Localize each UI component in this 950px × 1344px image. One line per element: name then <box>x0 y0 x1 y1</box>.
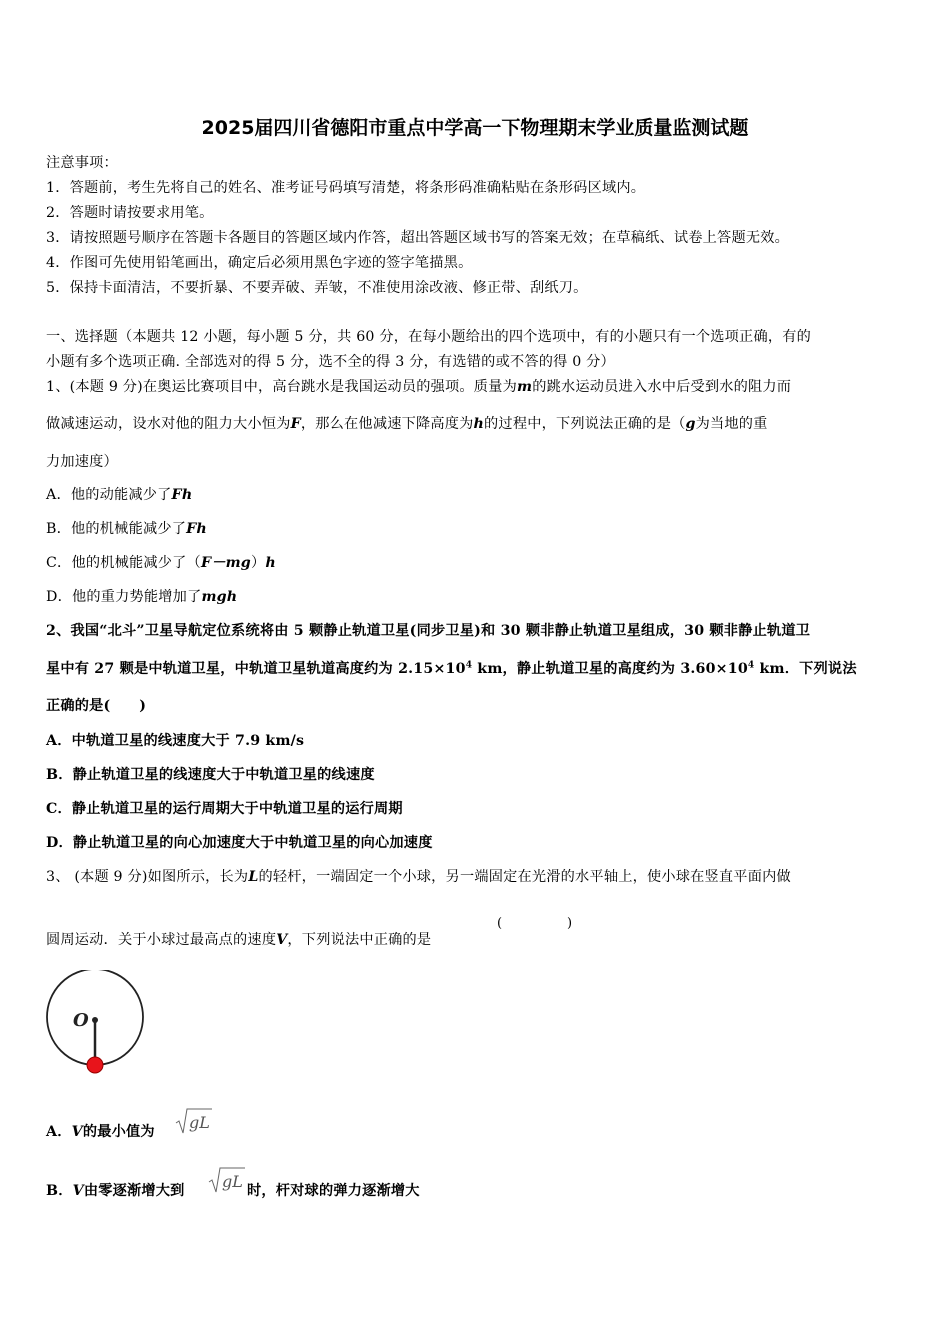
q1-option-c-text: C．他的机械能减少了（ <box>46 555 201 571</box>
notice-item: 5．保持卡面清洁，不要折暴、不要弄破、弄皱，不准使用涂改液、修正带、刮纸刀。 <box>46 280 588 296</box>
q1-var-h: h <box>473 416 485 432</box>
q1-option-c-h: h <box>265 555 276 571</box>
q2-option-a: A．中轨道卫星的线速度大于 7.9 km/s <box>46 733 305 749</box>
q3-line1 <box>46 866 791 886</box>
q3-text: 的轻杆，一端固定一个小球，另一端固定在光滑的水平轴上，使小球在竖直平面内做 <box>258 869 791 885</box>
q1-text: 的过程中，下列说法正确的是（ <box>484 416 686 432</box>
q3-text: 3、 (本题 9 分)如图所示，长为 <box>46 869 249 885</box>
q3-var-L: L <box>248 869 259 885</box>
ball <box>87 1057 103 1073</box>
q3-text: 圆周运动．关于小球过最高点的速度 <box>46 932 277 948</box>
q2-exponent: 4 <box>747 660 755 671</box>
q2-option-b: B．静止轨道卫星的线速度大于中轨道卫星的线速度 <box>46 767 375 783</box>
q1-option-c <box>46 552 276 572</box>
q1-option-d-value: mgh <box>201 589 238 605</box>
sqrt-argument: gL <box>189 1113 210 1132</box>
section-header-line1: 一、选择题（本题共 12 小题，每小题 5 分，共 60 分，在每小题给出的四个选项中，有的小题只有一个选项正确，有的 <box>46 329 811 345</box>
q2-text: km．下列说法 <box>754 661 857 677</box>
notice-item: 4．作图可先使用铅笔画出，确定后必须用黑色字迹的签字笔描黑。 <box>46 255 473 271</box>
q1-option-d-text: D．他的重力势能增加了 <box>46 589 202 605</box>
page-title: 2025届四川省德阳市重点中学高一下物理期末学业质量监测试题 <box>201 117 749 139</box>
sqrt-argument: gL <box>222 1172 243 1191</box>
q2-option-c: C．静止轨道卫星的运行周期大于中轨道卫星的运行周期 <box>46 801 403 817</box>
q1-text: 1、(本题 9 分)在奥运比赛项目中，高台跳水是我国运动员的强项。质量为 <box>46 379 517 395</box>
q3-figure-circle-rod <box>42 970 148 1078</box>
notice-item: 1．答题前，考生先将自己的姓名、准考证号码填写清楚，将条形码准确粘贴在条形码区域内。 <box>46 180 646 196</box>
q1-option-c-value: F－mg <box>200 555 251 571</box>
q1-line3: 力加速度） <box>46 454 118 470</box>
q1-text: ，那么在他减速下降高度为 <box>300 416 474 432</box>
q2-text: km，静止轨道卫星的高度约为 3.60×10 <box>472 661 748 677</box>
q1-var-g: g <box>685 416 696 432</box>
q3-option-b <box>46 1180 185 1200</box>
q3-answer-paren-close: ) <box>567 916 573 931</box>
pivot-point <box>92 1017 98 1023</box>
q2-line1: 2、我国“北斗”卫星导航定位系统将由 5 颗静止轨道卫星(同步卫星)和 30 颗非静止轨道卫星组成，30 颗非静止轨道卫 <box>46 623 811 639</box>
q1-option-b-value: Fh <box>186 521 207 537</box>
q3-option-a-sqrt <box>174 1106 214 1136</box>
q3-answer-paren-open: ( <box>497 916 503 931</box>
q3-var-V: V <box>276 932 288 948</box>
q3-option-a <box>46 1121 155 1141</box>
q3-text: ，下列说法中正确的是 <box>287 932 432 948</box>
q1-text: 的跳水运动员进入水中后受到水的阻力而 <box>532 379 792 395</box>
pivot-label: O <box>73 1010 89 1031</box>
section-header-line2: 小题有多个选项正确. 全部选对的得 5 分，选不全的得 3 分，有选错的或不答的得 0 分） <box>46 354 615 370</box>
q2-option-d: D．静止轨道卫星的向心加速度大于中轨道卫星的向心加速度 <box>46 835 433 851</box>
q1-line1 <box>46 376 791 396</box>
q1-option-b <box>46 518 207 538</box>
q3-option-b-var: V <box>72 1183 84 1199</box>
notice-item: 3．请按照题号顺序在答题卡各题目的答题区域内作答，超出答题区域书写的答案无效；在草稿纸、试卷上答题无效。 <box>46 230 789 246</box>
q3-option-b-sqrt <box>207 1165 247 1195</box>
q1-text: 做减速运动，设水对他的阻力大小恒为 <box>46 416 291 432</box>
q1-option-b-text: B．他的机械能减少了 <box>46 521 187 537</box>
q1-text: 为当地的重 <box>695 416 768 432</box>
q3-option-b-text: 由零逐渐增大到 <box>83 1183 185 1199</box>
q1-var-m: m <box>516 379 533 395</box>
q1-option-a-value: Fh <box>171 487 193 503</box>
q3-option-b-tail: 时，杆对球的弹力逐渐增大 <box>247 1183 420 1199</box>
q1-var-F: F <box>290 416 301 432</box>
q3-line2 <box>46 929 431 949</box>
q2-line2 <box>46 658 857 678</box>
q1-line2 <box>46 413 768 433</box>
q1-option-a <box>46 484 192 504</box>
q1-option-d <box>46 586 237 606</box>
q3-option-b-letter: B． <box>46 1183 73 1199</box>
q2-line3: 正确的是( ) <box>46 698 147 714</box>
q3-option-a-var: V <box>71 1124 83 1140</box>
notice-heading: 注意事项： <box>46 155 118 171</box>
q3-option-a-letter: A． <box>46 1124 72 1140</box>
q3-option-a-text: 的最小值为 <box>82 1124 155 1140</box>
q1-option-a-text: A．他的动能减少了 <box>46 487 172 503</box>
q2-text: 星中有 27 颗是中轨道卫星，中轨道卫星轨道高度约为 2.15×10 <box>46 661 466 677</box>
q2-exponent: 4 <box>465 660 473 671</box>
notice-item: 2．答题时请按要求用笔。 <box>46 205 214 221</box>
q1-option-c-text: ） <box>250 555 266 571</box>
